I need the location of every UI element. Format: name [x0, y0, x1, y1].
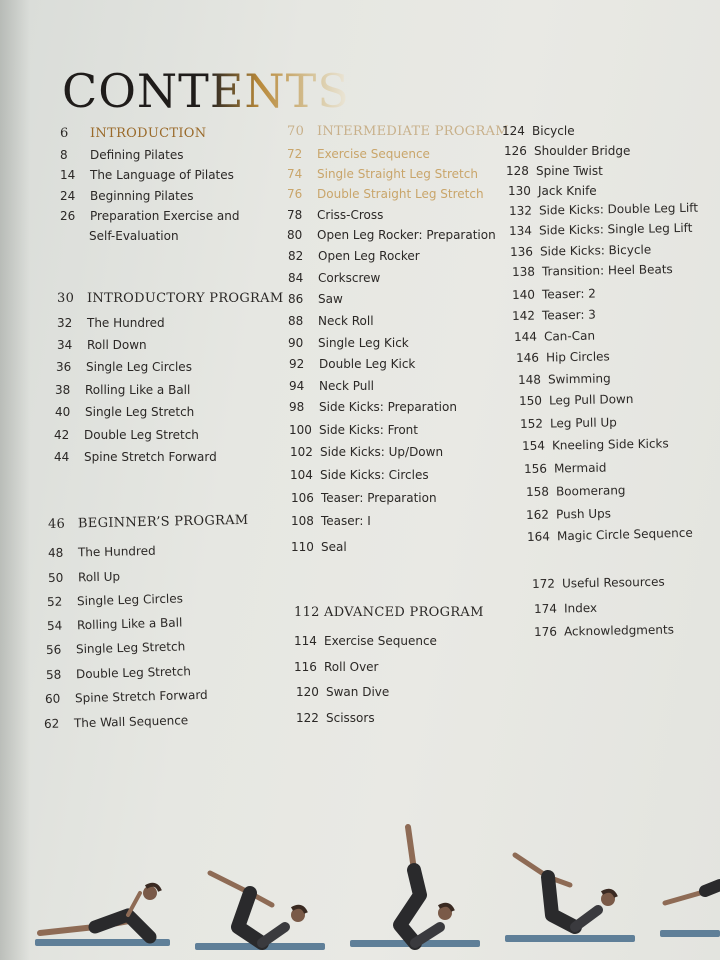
toc-entry	[288, 292, 343, 306]
toc-entry	[287, 228, 496, 242]
toc-entry	[510, 243, 651, 259]
toc-entry-title: Self-Evaluation	[89, 229, 179, 243]
toc-entry-title: Criss-Cross	[317, 208, 384, 222]
toc-entry	[46, 639, 186, 657]
toc-page-number: 134	[508, 223, 533, 238]
toc-page-number: 44	[54, 450, 70, 464]
toc-entry	[289, 423, 418, 437]
toc-entry-title: Teaser: 2	[541, 286, 596, 302]
toc-entry-title: Side Kicks: Preparation	[319, 400, 457, 414]
toc-entry-title: Single Leg Circles	[86, 360, 192, 374]
toc-entry	[48, 544, 156, 560]
toc-page-number: 84	[288, 271, 304, 285]
exercise-photo-5	[660, 885, 720, 937]
toc-entry	[289, 357, 415, 371]
toc-entry	[522, 436, 669, 453]
toc-page-number: 92	[289, 357, 305, 371]
toc-entry	[287, 167, 478, 181]
toc-entry	[291, 514, 371, 528]
toc-entry-title: Exercise Sequence	[324, 634, 437, 648]
toc-section-heading	[57, 292, 283, 306]
toc-entry	[527, 526, 693, 544]
toc-page-number: 172	[531, 576, 556, 591]
toc-page-number: 72	[287, 147, 303, 161]
toc-entry-title: The Wall Sequence	[73, 713, 189, 731]
toc-entry-title: Neck Pull	[319, 379, 375, 393]
toc-entry-title: BEGINNER’S PROGRAM	[77, 512, 249, 532]
toc-page-number: 152	[519, 416, 544, 431]
toc-entry-title: Single Leg Circles	[76, 591, 184, 609]
toc-entry	[55, 383, 190, 397]
toc-section-heading	[287, 125, 509, 139]
toc-page-number: 82	[288, 249, 304, 263]
toc-entry	[512, 308, 596, 323]
toc-section-heading	[48, 514, 249, 532]
toc-entry-title: Jack Knife	[538, 184, 597, 198]
toc-entry	[519, 392, 634, 408]
toc-entry	[55, 405, 194, 419]
toc-page-number: 154	[521, 438, 546, 453]
toc-entry-title: INTRODUCTORY PROGRAM	[87, 291, 284, 306]
toc-entry	[287, 147, 430, 161]
toc-page-number: 58	[45, 667, 62, 682]
toc-entry	[290, 445, 443, 459]
toc-page-number: 32	[57, 316, 73, 330]
toc-entry	[508, 184, 597, 198]
toc-page-number: 30	[57, 291, 75, 306]
toc-entry-title: Side Kicks: Circles	[320, 468, 429, 482]
toc-entry-title: Open Leg Rocker	[318, 249, 420, 263]
toc-entry	[502, 124, 575, 138]
toc-page-number: 52	[46, 594, 63, 609]
toc-page-number: 60	[44, 691, 61, 706]
exercise-photo-4	[505, 855, 635, 942]
toc-entry	[60, 189, 193, 203]
toc-page-number: 124	[502, 124, 525, 138]
exercise-photo-strip	[0, 815, 720, 960]
toc-entry	[44, 713, 189, 731]
page-title	[62, 64, 350, 118]
toc-entry-title: Saw	[318, 292, 343, 306]
toc-entry-title: Index	[563, 600, 598, 616]
toc-entry-title: Open Leg Rocker: Preparation	[317, 228, 496, 242]
toc-entry-title: Seal	[321, 540, 347, 554]
toc-entry	[60, 148, 184, 162]
toc-page-number: 132	[508, 203, 533, 218]
toc-page-number: 40	[55, 405, 71, 419]
toc-entry-title: The Language of Pilates	[90, 168, 234, 182]
toc-page-number: 150	[518, 393, 543, 408]
toc-entry	[57, 316, 165, 330]
toc-page-number: 116	[294, 660, 317, 674]
toc-page-number: 120	[296, 685, 319, 699]
toc-page-number: 130	[508, 184, 531, 198]
toc-entry	[296, 685, 389, 699]
toc-entry	[534, 601, 597, 616]
toc-entry-title: Roll Up	[77, 569, 121, 585]
toc-page-number: 24	[60, 189, 76, 203]
toc-entry-title: INTERMEDIATE PROGRAM	[317, 124, 509, 139]
toc-entry	[288, 314, 374, 328]
toc-entry-title: Single Straight Leg Stretch	[317, 167, 478, 181]
toc-entry-title: Double Straight Leg Stretch	[317, 187, 484, 201]
toc-page-number: 90	[288, 336, 304, 350]
toc-page-number: 78	[287, 208, 303, 222]
toc-entry-title: Acknowledgments	[563, 622, 675, 639]
title-fade: ENTS	[209, 64, 350, 118]
toc-entry-title: Bicycle	[532, 124, 575, 138]
toc-entry	[288, 249, 420, 263]
toc-page-number: 86	[288, 292, 304, 306]
toc-entry-title: Rolling Like a Ball	[76, 615, 183, 633]
toc-entry	[57, 338, 147, 352]
toc-page-number: 74	[287, 167, 303, 181]
toc-entry	[89, 229, 179, 243]
toc-entry-title: Mermaid	[553, 460, 607, 476]
toc-entry	[509, 221, 693, 238]
toc-page-number: 144	[513, 329, 538, 344]
toc-page-number: 46	[47, 516, 66, 532]
toc-entry-title: Scissors	[326, 711, 375, 725]
toc-page-number: 80	[287, 228, 303, 242]
toc-entry-title: Defining Pilates	[90, 148, 184, 162]
toc-section-heading	[60, 127, 206, 141]
toc-page-number: 112	[294, 605, 320, 620]
toc-page-number: 108	[291, 514, 314, 528]
toc-page-number: 54	[46, 618, 63, 633]
toc-page-number: 114	[294, 634, 317, 648]
toc-entry-title: Swan Dive	[326, 685, 390, 699]
toc-entry-title: Single Leg Stretch	[85, 405, 195, 419]
toc-page-number: 14	[60, 168, 76, 182]
toc-entry	[516, 349, 610, 365]
toc-entry-title: Single Leg Stretch	[75, 639, 186, 657]
toc-page-number: 110	[291, 540, 314, 554]
toc-entry-title: The Hundred	[77, 543, 156, 560]
toc-page-number: 156	[523, 461, 548, 476]
toc-entry-title: Teaser: 3	[541, 307, 596, 323]
toc-entry-title: Side Kicks: Single Leg Lift	[538, 220, 693, 238]
toc-entry-title: Transition: Heel Beats	[541, 262, 673, 279]
exercise-photo-2	[195, 873, 325, 950]
toc-entry-title: Spine Stretch Forward	[84, 450, 217, 464]
toc-entry	[520, 415, 617, 431]
toc-page-number: 98	[289, 400, 305, 414]
toc-page-number: 94	[289, 379, 305, 393]
toc-page-number: 100	[289, 423, 312, 437]
toc-entry	[288, 271, 380, 285]
toc-entry	[289, 379, 374, 393]
toc-entry	[291, 491, 437, 505]
toc-entry-title: Side Kicks: Front	[319, 423, 418, 437]
toc-page-number: 62	[43, 716, 60, 731]
toc-page-number: 50	[47, 570, 64, 585]
toc-entry-title: Double Leg Kick	[319, 357, 416, 371]
toc-entry	[60, 168, 234, 182]
toc-entry-title: Side Kicks: Up/Down	[320, 445, 444, 459]
toc-entry-title: Push Ups	[555, 506, 612, 522]
toc-entry-title: Leg Pull Down	[548, 392, 634, 408]
toc-entry	[532, 575, 665, 591]
toc-entry	[291, 540, 347, 554]
toc-page-number: 6	[60, 126, 69, 141]
toc-page-number: 48	[47, 545, 64, 560]
toc-page-number: 26	[60, 209, 76, 223]
toc-entry-title: Kneeling Side Kicks	[551, 436, 669, 453]
toc-page-number: 140	[511, 287, 536, 302]
toc-entry-title: Neck Roll	[318, 314, 374, 328]
toc-entry	[509, 201, 698, 218]
toc-entry	[526, 483, 626, 499]
toc-entry-title: Single Leg Kick	[318, 336, 409, 350]
toc-page-number: 142	[511, 308, 536, 323]
toc-entry-title: Teaser: Preparation	[321, 491, 437, 505]
toc-page-number: 42	[54, 428, 70, 442]
toc-entry-title: Roll Over	[324, 660, 379, 674]
toc-entry	[45, 688, 208, 706]
toc-entry-title: Swimming	[547, 371, 611, 387]
toc-page-number: 176	[533, 624, 558, 639]
toc-page-number: 76	[287, 187, 303, 201]
toc-entry-title: ADVANCED PROGRAM	[324, 605, 484, 620]
toc-entry-title: Spine Twist	[536, 164, 603, 178]
toc-entry	[296, 711, 375, 725]
toc-page-number: 148	[517, 372, 542, 387]
toc-entry-title: Double Leg Stretch	[84, 428, 199, 442]
toc-page-number: 104	[290, 468, 313, 482]
toc-entry	[47, 615, 183, 633]
toc-entry-title: Can-Can	[543, 328, 596, 344]
toc-entry	[514, 329, 595, 344]
toc-page-number: 88	[288, 314, 304, 328]
toc-entry-title: Spine Stretch Forward	[74, 687, 208, 706]
toc-page-number: 174	[533, 601, 558, 616]
toc-page-number: 36	[56, 360, 72, 374]
toc-entry-title: Hip Circles	[545, 349, 610, 365]
toc-entry	[518, 371, 611, 387]
toc-section-heading	[294, 606, 484, 620]
toc-entry	[288, 336, 409, 350]
toc-entry-title: Useful Resources	[561, 574, 665, 591]
toc-entry	[287, 208, 383, 222]
toc-page-number: 70	[287, 124, 305, 139]
toc-page-number: 38	[55, 383, 71, 397]
toc-entry-title: Preparation Exercise and	[90, 209, 240, 223]
toc-entry-title: Side Kicks: Bicycle	[539, 242, 652, 259]
title-dark: CONT	[62, 64, 210, 118]
toc-entry	[524, 461, 607, 476]
toc-entry-title: Shoulder Bridge	[534, 144, 631, 158]
toc-entry	[526, 507, 611, 522]
toc-page-number: 162	[525, 507, 550, 522]
toc-entry	[289, 400, 457, 414]
toc-entry	[60, 209, 239, 223]
toc-page-number: 138	[511, 264, 536, 279]
toc-entry-title: Double Leg Stretch	[75, 664, 192, 682]
toc-entry	[294, 634, 437, 648]
toc-page-number: 8	[60, 148, 68, 162]
toc-page-number: 102	[290, 445, 313, 459]
toc-entry-title: Side Kicks: Double Leg Lift	[538, 200, 699, 218]
toc-entry	[504, 144, 630, 158]
exercise-photo-3	[350, 827, 480, 947]
toc-entry-title: Roll Down	[87, 338, 147, 352]
toc-entry	[506, 164, 603, 178]
toc-entry-title: INTRODUCTION	[90, 126, 207, 141]
toc-page-number: 128	[506, 164, 529, 178]
toc-entry	[46, 664, 191, 682]
toc-entry-title: Rolling Like a Ball	[85, 383, 191, 397]
toc-page-number: 146	[515, 350, 540, 365]
toc-page-number: 56	[45, 642, 62, 657]
toc-entry	[56, 360, 192, 374]
toc-page-number: 122	[296, 711, 319, 725]
toc-entry	[512, 262, 673, 279]
toc-entry	[54, 428, 199, 442]
toc-page-number: 136	[509, 244, 534, 259]
toc-page-number: 34	[57, 338, 73, 352]
toc-entry	[534, 623, 674, 639]
toc-entry	[47, 591, 183, 609]
toc-entry-title: Corkscrew	[318, 271, 381, 285]
toc-entry-title: Magic Circle Sequence	[556, 525, 693, 544]
toc-entry-title: Teaser: I	[321, 514, 371, 528]
toc-page-number: 164	[526, 529, 551, 544]
toc-entry-title: Beginning Pilates	[90, 189, 194, 203]
toc-page-number: 158	[525, 484, 550, 499]
toc-entry-title: Exercise Sequence	[317, 147, 430, 161]
toc-page-number: 126	[504, 144, 527, 158]
toc-page-number: 106	[291, 491, 314, 505]
toc-entry	[512, 287, 596, 302]
toc-entry	[294, 660, 379, 674]
exercise-photo-1	[35, 885, 170, 946]
toc-entry	[48, 569, 120, 585]
toc-entry-title: Leg Pull Up	[549, 415, 617, 431]
toc-entry	[290, 468, 429, 482]
toc-entry	[54, 450, 217, 464]
toc-entry-title: Boomerang	[555, 483, 626, 499]
toc-entry	[287, 187, 484, 201]
toc-entry-title: The Hundred	[87, 316, 165, 330]
